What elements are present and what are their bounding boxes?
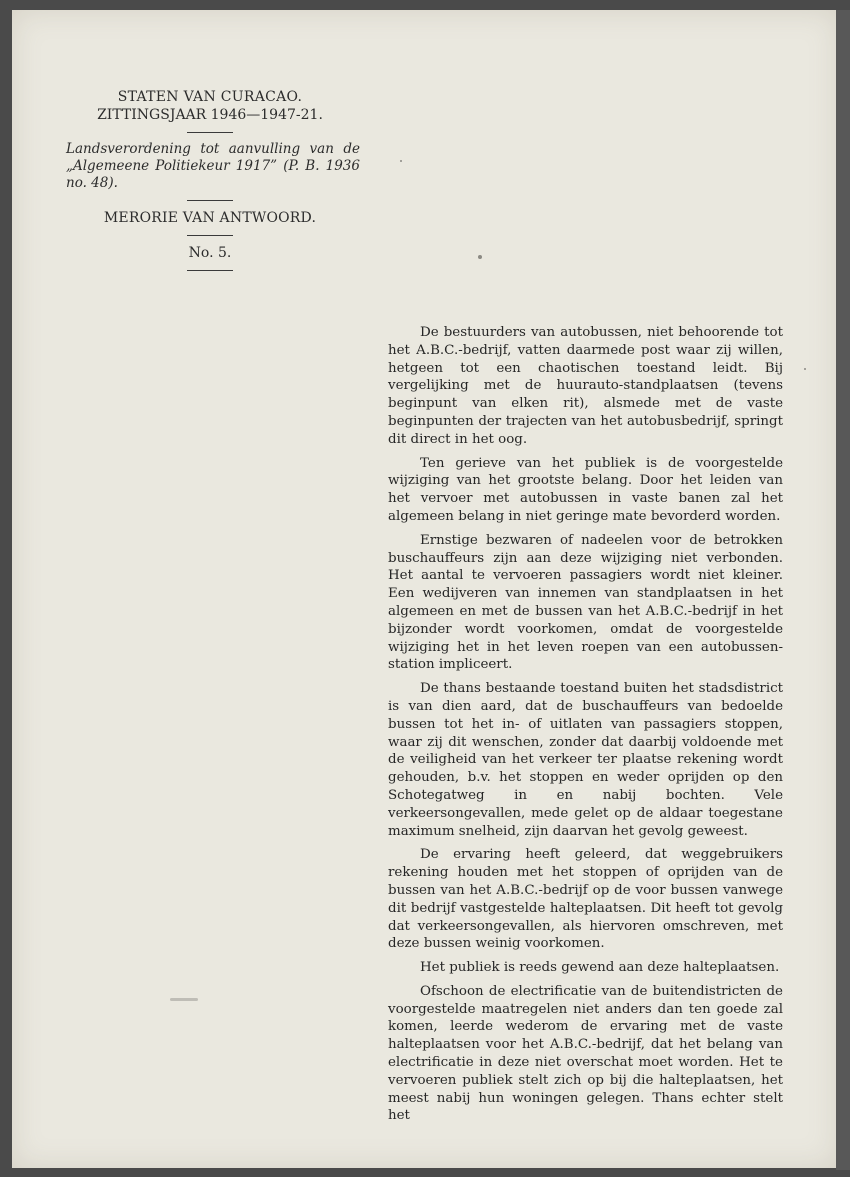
- divider: [187, 132, 233, 133]
- paragraph: Het publiek is reeds gewend aan deze halteplaatsen.: [420, 960, 780, 976]
- document-type: MERORIE VAN ANTWOORD.: [103, 210, 317, 226]
- paragraph: De ervaring heeft geleerd, dat weggebruikers rekening houden met het stoppen of oprijden van de bussen van het A.B.C.-bedrijf op de voor bussen vanwege dit bedrijf vastgestelde halteplaatsen. Dit heeft tot gevolg dat verkeersongevallen, als hiervoren omschreven, met deze bussen weinig voorkomen.: [388, 847, 783, 952]
- paper-speck: [804, 368, 806, 370]
- divider: [187, 235, 233, 236]
- header-subject: Landsverordening tot aanvulling van de „Algemeene Politiekeur 1917” (P. B. 1936 no. 48).: [66, 141, 360, 191]
- divider: [187, 270, 233, 271]
- body-text: [388, 324, 783, 1131]
- paragraph: Ten gerieve van het publiek is de voorgestelde wijziging van het grootste belang. Door het leiden van het vervoer met autobussen in vaste banen zal het algemeen belang in niet geringe mate bevorderd worden.: [388, 455, 783, 524]
- paper-speck: [478, 255, 482, 259]
- paper-smudge: [170, 998, 198, 1001]
- document-number: No. 5.: [188, 245, 232, 261]
- paragraph: Ofschoon de electrificatie van de buitendistricten de voorgestelde maatregelen niet anders dan ten goede zal komen, leerde wederom de ervaring met de vaste halteplaatsen voor het A.B.C.-bedrijf, dat het belang van electrificatie in deze niet overschat moet worden. Het te vervoeren publiek stelt zich op bij die halteplaatsen, het meest nabij hun woningen gelegen. Thans echter stelt het: [388, 983, 783, 1124]
- document-header: [60, 88, 360, 279]
- paper-speck: [400, 160, 402, 162]
- header-session: ZITTINGSJAAR 1946—1947-21.: [97, 107, 323, 123]
- paragraph: Ernstige bezwaren of nadeelen voor de betrokken buschauffeurs zijn aan deze wijziging niet verbonden. Het aantal te vervoeren passagiers wordt niet kleiner. Een wedijveren van innemen van standplaatsen in het algemeen en met de bussen van het A.B.C.-bedrijf in het bijzonder wordt voorkomen, omdat de voorgestelde wijziging het in het leven roepen van een autobussen-station impliceert.: [388, 532, 783, 673]
- divider: [187, 200, 233, 201]
- paragraph: De thans bestaande toestand buiten het stadsdistrict is van dien aard, dat de buschauffeurs van bedoelde bussen tot het in- of uitlaten van passagiers stoppen, waar zij dit wenschen, zonder dat daarbij voldoende met de veiligheid van het verkeer ter plaatse rekening wordt gehouden, b.v. het stoppen en weder oprijden op den Schotegatweg in en nabij bochten. Vele verkeersongevallen, mede gelet op de aldaar toegestane maximum snelheid, zijn daarvan het gevolg geweest.: [388, 681, 783, 839]
- paragraph: De bestuurders van autobussen, niet behoorende tot het A.B.C.-bedrijf, vatten daarmede post waar zij willen, hetgeen tot een chaotischen toestand leidt. Bij vergelijking met de huurauto-standplaatsen (tevens beginpunt van elken rit), alsmede met de vaste beginpunten der trajecten van het autobusbedrijf, springt dit direct in het oog.: [388, 325, 783, 447]
- scan-edge: [836, 10, 850, 1170]
- header-title: STATEN VAN CURACAO.: [117, 89, 303, 105]
